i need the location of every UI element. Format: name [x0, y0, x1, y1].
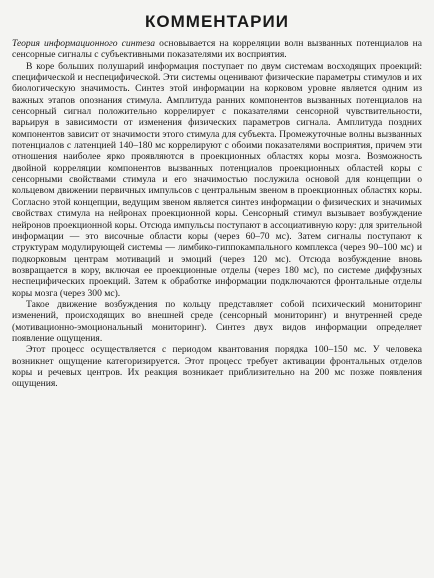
- paragraph-2: Такое движение возбуждения по кольцу представляет собой психический мониторинг изменений, происходящих во внешней среде (сенсорный мониторинг) и внутренней среде (мотивационно-эмоциональный мониторинг). Синтез двух видов информации определяет появление ощущения.: [12, 298, 422, 344]
- page-title: КОММЕНТАРИИ: [145, 12, 289, 31]
- paragraph-3: Этот процесс осуществляется с периодом квантования порядка 100–150 мс. У человека возникнет ощущение категоризируется. Этот процесс требует активации фронтальных отделов коры и речевых центров. Их реакция возникает приблизительно на 200 мс позже появления ощущения.: [12, 344, 422, 390]
- intro-term: Теория информационного синтеза: [12, 38, 156, 49]
- intro-text: основывается на корреляции волн вызванных потенциалов на сенсорные сигналы с субъективными показателями их восприятия.: [12, 38, 422, 61]
- body-text: [12, 38, 422, 390]
- paragraph-1: В коре больших полушарий информация поступает по двум системам восходящих проекций: специфической и неспецифической. Эти системы оценивают физические параметры стимулов и их биологическую значимость. Синтез этой информации на корковом уровне является одним из важных этапов опознания стимула. Амплитуда ранних компонентов вызванных потенциалов на сенсорный сигнал положительно коррелирует с показателями сенсорной чувствительности, варьируя в зависимости от изменения физических параметров сигнала. Амплитуда поздних компонентов зависит от значимости этого стимула для субъекта. Промежуточные волны вызванных потенциалов с латенцией 140–180 мс коррелируют с обоими показателями восприятия, причем эти отношения наиболее ярко проявляются в проекционных областях коры мозга. Возможность двойной корреляции компонентов вызванных потенциалов проекционных областей коры с сенсорными свойствами стимула и его значимостью послужила основой для концепции о кольцевом движении первичных импульсов с центральным звеном в проекционных областях коры. Согласно этой концепции, ведущим звеном является синтез информации о физических и значимых свойствах стимула на нейронах проекционной коры. Сенсорный стимул вызывает возбуждение нейронов проекционной коры. Отсюда импульсы поступают в ассоциативную кору: для зрительной информации — это височные области коры (через 60–70 мс). Затем сигналы поступают к структурам модулирующей системы — лимбико-гиппокампального комплекса (через 90–100 мс) и подкорковым центрам мотиваций и эмоций (через 120 мс). Отсюда возбуждение вновь возвращается в кору, включая ее проекционные отделы (через 180 мс), по системе диффузных неспецифических проекций. Затем к обработке информации подключаются фронтальные отделы коры мозга (через 300 мс).: [12, 60, 422, 299]
- intro-paragraph: [12, 38, 422, 61]
